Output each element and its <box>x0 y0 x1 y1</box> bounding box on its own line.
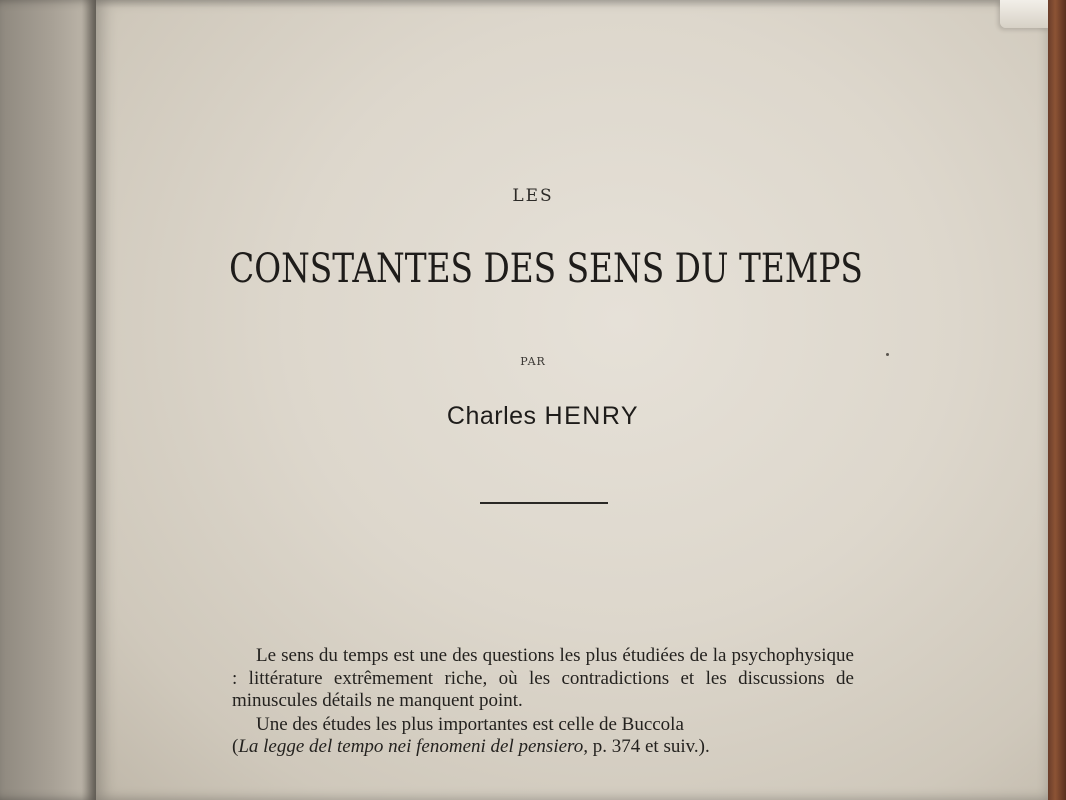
page-corner <box>1000 0 1050 28</box>
citation-open: ( <box>232 736 239 757</box>
paragraph-2-text: Une des études les plus importantes est celle de Buccola <box>256 713 684 735</box>
citation-rest: p. 374 et suiv.). <box>592 736 710 757</box>
book-cover-left <box>0 0 96 800</box>
citation-title: La legge del tempo nei fenomeni del pensiero, <box>238 736 588 757</box>
book-cover-right <box>1048 0 1066 800</box>
author-name <box>0 402 1066 431</box>
page-top-shadow <box>96 0 1050 8</box>
paragraph-1: Le sens du temps est une des questions les plus étudiées de la psychophysique : littérature extrêmement riche, où les contradictions et les discussions de minuscules détails ne manquent point. <box>232 645 854 711</box>
by-line: PAR <box>520 355 546 368</box>
author-first-name: Charles <box>446 402 537 430</box>
author-last-name: HENRY <box>544 402 640 430</box>
pre-title: LES <box>512 186 554 206</box>
title-divider <box>480 502 608 504</box>
body-text <box>232 645 854 759</box>
paragraph-2 <box>232 714 854 759</box>
page-speck <box>886 353 889 356</box>
document-title: CONSTANTES DES SENS DU TEMPS <box>229 246 863 292</box>
